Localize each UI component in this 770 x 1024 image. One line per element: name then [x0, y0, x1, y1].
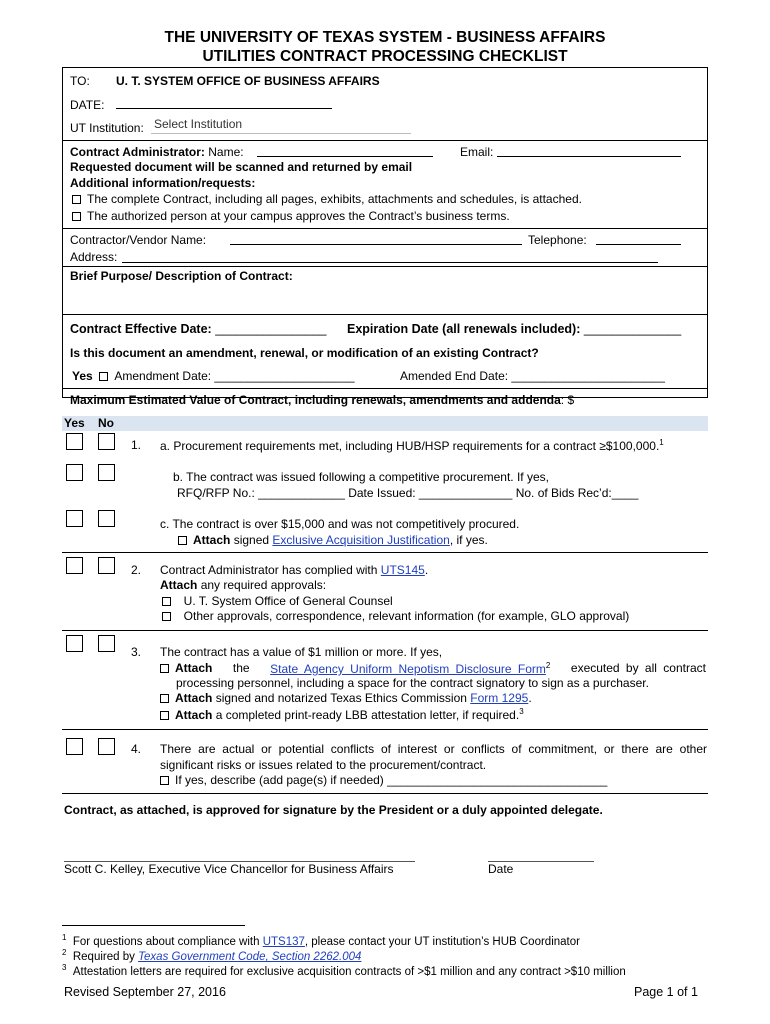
- form-1295-attach-label: Attach: [175, 691, 213, 705]
- business-terms-checkbox[interactable]: [72, 212, 81, 221]
- business-terms-text: The authorized person at your campus approves the Contract’s business terms.: [87, 209, 510, 223]
- amended-end-date-field[interactable]: Amended End Date: _______________________: [400, 369, 665, 383]
- form-1295-checkbox[interactable]: [160, 694, 169, 703]
- item-4-yes-checkbox[interactable]: [66, 738, 83, 755]
- item-2-dot: .: [424, 563, 429, 577]
- item-1a-yes-checkbox[interactable]: [66, 433, 83, 450]
- lbb-attach-label: Attach: [175, 708, 213, 722]
- item-3-tail: executed by all contract: [570, 661, 706, 675]
- form-1295-text: signed and notarized Texas Ethics Commission: [215, 691, 467, 705]
- admin-email-field[interactable]: [497, 156, 681, 157]
- item-3-number: 3.: [131, 645, 142, 659]
- gov-code-link[interactable]: Texas Government Code, Section 2262.004: [138, 950, 362, 963]
- telephone-field[interactable]: [596, 244, 681, 245]
- lbb-footnote-ref: 3: [519, 707, 524, 716]
- item-1a-text: a. Procurement requirements met, including HUB/HSP requirements for a contract ≥$100,000.: [160, 439, 660, 453]
- item-2-attach-label: Attach: [160, 578, 198, 592]
- uts145-link[interactable]: UTS145: [380, 563, 425, 577]
- item-1a-no-checkbox[interactable]: [98, 433, 115, 450]
- item-1b-fields[interactable]: RFQ/RFP No.: _____________ Date Issued: ______________ No. of Bids Rec’d:____: [177, 486, 639, 500]
- approval-statement: Contract, as attached, is approved for signature by the President or a duly appointed delegate.: [64, 803, 603, 817]
- date-label: DATE:: [70, 98, 105, 112]
- item-1c-tail: , if yes.: [449, 533, 488, 547]
- institution-label: UT Institution:: [70, 121, 144, 135]
- max-value-suffix: : $: [560, 393, 575, 407]
- amendment-question: Is this document an amendment, renewal, or modification of an existing Contract?: [70, 346, 539, 360]
- document-subtitle: UTILITIES CONTRACT PROCESSING CHECKLIST: [202, 48, 568, 65]
- item-4-text-cont: significant risks or issues related to the procurement/contract.: [160, 758, 487, 772]
- item-1b-text: b. The contract was issued following a competitive procurement. If yes,: [173, 470, 549, 484]
- address-label: Address:: [70, 250, 118, 264]
- footnote-2-number: 2: [62, 948, 67, 957]
- other-approvals-checkbox[interactable]: [162, 612, 171, 621]
- item-1b-no-checkbox[interactable]: [98, 464, 115, 481]
- vendor-name-field[interactable]: [230, 244, 522, 245]
- institution-select[interactable]: [151, 117, 411, 134]
- admin-email-label: Email:: [460, 145, 494, 159]
- item-1-number: 1.: [131, 438, 142, 452]
- item-2-yes-checkbox[interactable]: [66, 557, 83, 574]
- footnote-1-tail: , please contact your UT institution’s HUB Coordinator: [304, 935, 580, 948]
- nepotism-form-link[interactable]: State Agency Uniform Nepotism Disclosure Form: [270, 662, 546, 676]
- item-1c-attach-label: Attach: [193, 533, 231, 547]
- item-1c-yes-checkbox[interactable]: [66, 510, 83, 527]
- item-divider: [62, 729, 708, 730]
- expiration-date-label: Expiration Date (all renewals included):: [347, 322, 581, 336]
- item-2-attach-text: any required approvals:: [200, 578, 327, 592]
- other-approvals-text: Other approvals, correspondence, relevant information (for example, GLO approval): [183, 609, 630, 623]
- brief-purpose-label: Brief Purpose/ Description of Contract:: [70, 269, 293, 283]
- item-4-no-checkbox[interactable]: [98, 738, 115, 755]
- item-1c-text: c. The contract is over $15,000 and was not competitively procured.: [160, 517, 520, 531]
- expiration-date-field[interactable]: ______________: [583, 322, 682, 336]
- to-label: TO:: [70, 74, 90, 88]
- admin-name-field[interactable]: [257, 156, 433, 157]
- item-3-the: the: [232, 661, 250, 675]
- lbb-text: a completed print-ready LBB attestation letter, if required.: [215, 708, 520, 722]
- item-3-text-cont: processing personnel, including a space for the contract signatory to sign as a purchaser.: [176, 676, 649, 690]
- address-field[interactable]: [122, 262, 658, 263]
- vendor-name-label: Contractor/Vendor Name:: [70, 233, 207, 247]
- footnote-1-text: For questions about compliance with: [72, 935, 260, 948]
- effective-date-field[interactable]: ________________: [215, 322, 327, 336]
- item-2-number: 2.: [131, 563, 142, 577]
- admin-name-label: Name:: [208, 145, 244, 159]
- page-number: Page 1 of 1: [634, 985, 698, 999]
- revised-date: Revised September 27, 2016: [64, 985, 226, 999]
- effective-date-label: Contract Effective Date:: [70, 322, 212, 336]
- nepotism-footnote-ref: 2: [545, 661, 551, 670]
- item-1c-no-checkbox[interactable]: [98, 510, 115, 527]
- nepotism-form-checkbox[interactable]: [160, 664, 169, 673]
- yes-column-header: Yes: [64, 416, 85, 430]
- item-3-text: The contract has a value of $1 million or more. If yes,: [160, 645, 443, 659]
- divider: [62, 388, 708, 389]
- item-1b-yes-checkbox[interactable]: [66, 464, 83, 481]
- exclusive-acquisition-link[interactable]: Exclusive Acquisition Justification: [272, 533, 450, 547]
- item-4-text: There are actual or potential conflicts of interest or conflicts of commitment, or there are other: [160, 742, 707, 756]
- divider: [62, 266, 708, 267]
- conflict-describe-field[interactable]: If yes, describe (add page(s) if needed) _________________________________: [175, 773, 608, 787]
- divider: [62, 140, 708, 141]
- uts137-link[interactable]: UTS137: [262, 935, 305, 948]
- telephone-label: Telephone:: [528, 233, 587, 247]
- item-1a-footnote-ref: 1: [659, 438, 664, 447]
- brief-purpose-field[interactable]: [68, 286, 700, 312]
- form-1295-link[interactable]: Form 1295: [470, 691, 529, 705]
- institution-select-value: Select Institution: [154, 117, 243, 131]
- divider: [62, 228, 708, 229]
- item-2-no-checkbox[interactable]: [98, 557, 115, 574]
- document-title: THE UNIVERSITY OF TEXAS SYSTEM - BUSINESS AFFAIRS: [164, 29, 606, 46]
- additional-info-label: Additional information/requests:: [70, 176, 256, 190]
- no-column-header: No: [98, 416, 114, 430]
- footnote-separator: [62, 925, 245, 926]
- footnote-3-number: 3: [62, 963, 67, 972]
- amendment-yes-label: Yes: [72, 369, 93, 383]
- item-3-yes-checkbox[interactable]: [66, 635, 83, 652]
- general-counsel-text: U. T. System Office of General Counsel: [183, 594, 393, 608]
- complete-contract-checkbox[interactable]: [72, 195, 81, 204]
- item-divider: [62, 630, 708, 631]
- max-value-label: Maximum Estimated Value of Contract, including renewals, amendments and addenda: [70, 393, 561, 407]
- footnote-3-text: Attestation letters are required for exclusive acquisition contracts of >$1 million and any contract >$10 million: [72, 965, 626, 978]
- item-1c-attach-checkbox[interactable]: [178, 536, 187, 545]
- item-4-number: 4.: [131, 742, 142, 756]
- requested-scan-note: Requested document will be scanned and returned by email: [70, 160, 413, 174]
- divider: [62, 314, 708, 315]
- footnote-1-number: 1: [62, 933, 67, 942]
- complete-contract-text: The complete Contract, including all pages, exhibits, attachments and schedules, is attached.: [87, 192, 582, 206]
- amendment-yes-checkbox[interactable]: [99, 372, 108, 381]
- form-1295-dot: .: [528, 691, 532, 705]
- date-field[interactable]: [116, 108, 332, 109]
- lbb-letter-checkbox[interactable]: [160, 711, 169, 720]
- item-3-no-checkbox[interactable]: [98, 635, 115, 652]
- signer-name: Scott C. Kelley, Executive Vice Chancellor for Business Affairs: [64, 862, 394, 876]
- approval-date-label: Date: [488, 862, 514, 876]
- general-counsel-checkbox[interactable]: [162, 597, 171, 606]
- footnote-2-text: Required by: [72, 950, 135, 963]
- conflict-describe-checkbox[interactable]: [160, 776, 169, 785]
- item-3-attach-label: Attach: [175, 661, 213, 675]
- yes-no-header-row: [62, 416, 708, 431]
- admin-label: Contract Administrator:: [70, 145, 205, 159]
- to-value: U. T. SYSTEM OFFICE OF BUSINESS AFFAIRS: [116, 74, 380, 88]
- item-1c-signed: signed: [233, 533, 270, 547]
- item-divider: [62, 793, 708, 794]
- amendment-date-field[interactable]: Amendment Date: _____________________: [114, 369, 355, 383]
- item-divider: [62, 552, 708, 553]
- item-2-text: Contract Administrator has complied with: [160, 563, 378, 577]
